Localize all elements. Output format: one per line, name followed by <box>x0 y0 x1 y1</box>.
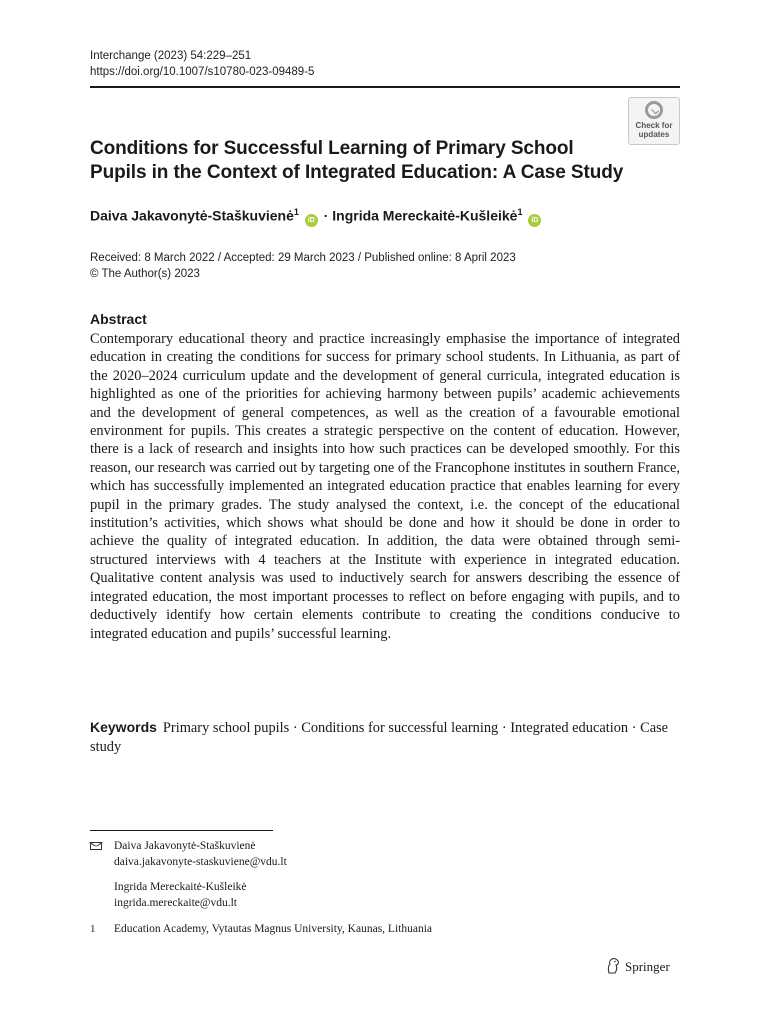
journal-header <box>90 48 314 80</box>
keywords-section <box>90 718 680 756</box>
correspondence-block <box>90 838 680 911</box>
springer-horse-icon <box>606 958 620 974</box>
corresponding-author-email[interactable]: daiva.jakavonyte-staskuviene@vdu.lt <box>114 856 287 868</box>
header-rule <box>90 86 680 88</box>
keywords-label: Keywords <box>90 719 157 735</box>
badge-line-2: updates <box>638 130 670 139</box>
abstract-heading: Abstract <box>90 311 147 327</box>
orcid-icon[interactable]: iD <box>528 214 541 227</box>
affiliation-footnote <box>90 921 680 937</box>
footnote-rule <box>90 830 273 831</box>
author-affiliation-2: 1 <box>517 207 523 217</box>
publication-dates <box>90 250 516 282</box>
copyright-line: © The Author(s) 2023 <box>90 268 200 280</box>
author-affiliation-1: 1 <box>293 207 299 217</box>
doi-link[interactable]: https://doi.org/10.1007/s10780-023-09489-5 <box>90 66 315 78</box>
author-name-2: Ingrida Mereckaitė-Kušleikė <box>332 207 518 224</box>
publisher-logo <box>606 958 670 975</box>
check-for-updates-icon <box>645 101 663 119</box>
date-history: Received: 8 March 2022 / Accepted: 29 March 2023 / Published online: 8 April 2023 <box>90 252 516 264</box>
affiliation-text: Education Academy, Vytautas Magnus University, Kaunas, Lithuania <box>114 923 432 935</box>
second-author-email[interactable]: ingrida.mereckaite@vdu.lt <box>114 897 237 909</box>
check-for-updates-badge[interactable] <box>628 97 680 145</box>
envelope-icon <box>90 842 102 850</box>
corresponding-author-name: Daiva Jakavonytė-Staškuvienė <box>114 840 256 852</box>
second-author-name: Ingrida Mereckaitė-Kušleikė <box>114 881 247 893</box>
abstract-text: Contemporary educational theory and practice increasingly emphasise the importance of integrated education in creating the conditions for success for primary school students. In Lithuania, as part of the 2020–2024 curriculum update and the development of general curricula, integrated education is highlighted as one of the priorities for achieving harmony between pupils’ academic achievements and the development of general competences, as well as the creation of a favourable emotional environment for pupils. This creates a strategic perspective on the content of education. However, there is a lack of research and insights into how such practices can be developed smoothly. For this reason, our research was carried out by targeting one of the Francophone institutes in southern France, which has successfully implemented an integrated education practice that enables learning for every pupil in the primary grades. The study analysed the context, i.e. the concept of the educational institution’s activities, which shows what should be done and how it should be done in order to achieve the quality of integrated education. In addition, the data were obtained through semi-structured interviews with 4 teachers at the Institute with experience in integrated education. Qualitative content analysis was used to inductively search for answers describing the essence of integrated education, the most important processes to reflect on before engaging with pupils, and to deductively identify how certain elements contribute to creating the conditions conducive to integrated education and pupils’ successful learning. <box>90 331 680 642</box>
author-list <box>90 207 543 227</box>
orcid-icon[interactable]: iD <box>305 214 318 227</box>
author-name-1: Daiva Jakavonytė-Staškuvienė <box>90 207 294 224</box>
author-separator: · <box>323 207 329 224</box>
journal-citation: Interchange (2023) 54:229–251 <box>90 50 252 62</box>
footnotes <box>90 838 680 937</box>
keywords-text: Primary school pupils · Conditions for successful learning · Integrated education · Case study <box>90 720 669 755</box>
badge-line-1: Check for <box>635 121 673 130</box>
article-title: Conditions for Successful Learning of Primary School Pupils in the Context of Integrated Education: A Case Study <box>90 138 624 183</box>
publisher-name: Springer <box>625 959 670 974</box>
affiliation-mark: 1 <box>90 923 96 935</box>
